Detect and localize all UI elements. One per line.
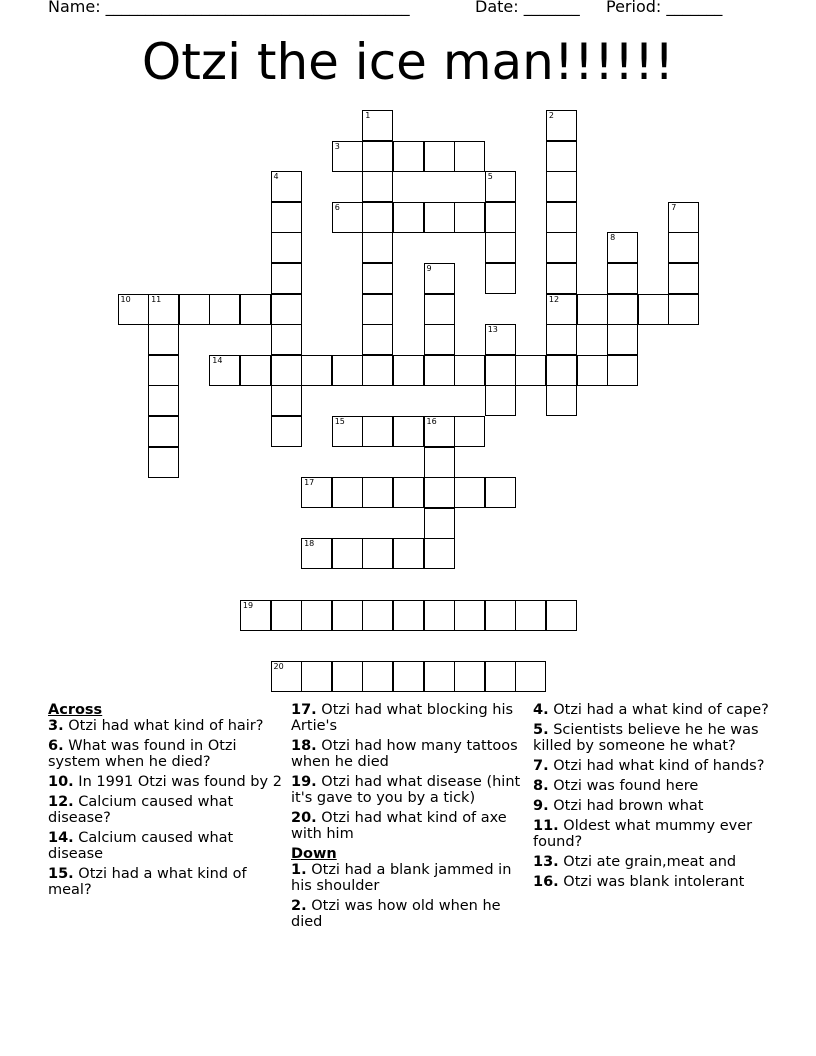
clue-number: 5 xyxy=(487,172,493,182)
clue-item-text: Otzi had what blocking his Artie's xyxy=(291,702,514,734)
clue-item-number: 17. xyxy=(291,702,317,718)
clue-item xyxy=(291,862,527,894)
grid-cell[interactable] xyxy=(668,263,699,294)
grid-cell[interactable] xyxy=(546,232,577,263)
grid-cell[interactable] xyxy=(607,324,638,355)
grid-cell[interactable] xyxy=(301,661,332,692)
grid-cell[interactable] xyxy=(546,171,577,202)
clue-item-number: 18. xyxy=(291,738,317,754)
grid-cell[interactable] xyxy=(546,600,577,631)
grid-cell[interactable] xyxy=(332,600,363,631)
grid-cell[interactable] xyxy=(546,202,577,233)
grid-cell[interactable] xyxy=(546,110,577,141)
grid-cell[interactable] xyxy=(424,477,455,508)
grid-cell[interactable] xyxy=(148,385,179,416)
grid-cell[interactable] xyxy=(485,171,516,202)
clue-item-text: Otzi had what disease (hint it's gave to you by a tick) xyxy=(291,774,521,806)
grid-cell[interactable] xyxy=(546,141,577,172)
grid-cell[interactable] xyxy=(424,538,455,569)
clue-item-text: What was found in Otzi system when he died? xyxy=(48,738,237,770)
clue-item-text: Scientists believe he he was killed by someone he what? xyxy=(533,722,759,754)
grid-cell[interactable] xyxy=(577,355,608,386)
grid-cell[interactable] xyxy=(515,661,546,692)
grid-cell[interactable] xyxy=(148,447,179,478)
grid-cell[interactable] xyxy=(546,324,577,355)
clue-number: 1 xyxy=(365,111,371,120)
grid-cell[interactable] xyxy=(607,263,638,294)
clue-item-number: 19. xyxy=(291,774,317,790)
grid-cell[interactable] xyxy=(393,538,424,569)
clue-item-text: Otzi had a blank jammed in his shoulder xyxy=(291,862,512,894)
clue-item-number: 12. xyxy=(48,794,74,810)
grid-cell[interactable] xyxy=(454,416,485,447)
grid-cell[interactable] xyxy=(240,294,271,325)
grid-cell[interactable] xyxy=(271,202,302,233)
grid-cell[interactable] xyxy=(424,202,455,233)
clue-item xyxy=(48,866,284,898)
clue-item xyxy=(291,738,527,770)
grid-cell[interactable] xyxy=(393,600,424,631)
grid-cell[interactable] xyxy=(271,416,302,447)
clue-item-text: Otzi had what kind of hair? xyxy=(63,718,264,734)
grid-cell[interactable] xyxy=(362,202,393,233)
grid-cell[interactable] xyxy=(362,661,393,692)
grid-cell[interactable] xyxy=(271,232,302,263)
grid-cell[interactable] xyxy=(362,324,393,355)
grid-cell[interactable] xyxy=(332,538,363,569)
clue-number: 10 xyxy=(120,294,131,304)
clue-item-text: Otzi was how old when he died xyxy=(291,898,501,930)
grid-cell[interactable] xyxy=(424,141,455,172)
clue-number: 20 xyxy=(273,661,284,671)
clue-item-number: 5. xyxy=(533,722,549,738)
grid-cell[interactable] xyxy=(332,202,363,233)
grid-cell[interactable] xyxy=(301,477,332,508)
grid-cell[interactable] xyxy=(393,416,424,447)
grid-cell[interactable] xyxy=(485,355,516,386)
clue-number: 9 xyxy=(426,264,432,273)
grid-cell[interactable] xyxy=(638,294,669,325)
clue-item xyxy=(48,774,284,790)
clue-item-text: Otzi was found here xyxy=(548,778,699,794)
grid-cell[interactable] xyxy=(301,600,332,631)
clue-item-text: Calcium caused what disease? xyxy=(48,794,234,826)
grid-cell[interactable] xyxy=(271,661,302,692)
grid-cell[interactable] xyxy=(271,600,302,631)
grid-cell[interactable] xyxy=(668,202,699,233)
clue-item xyxy=(533,874,769,890)
clue-item-number: 20. xyxy=(291,810,317,826)
period-field[interactable]: Period: _______ xyxy=(606,0,723,16)
grid-cell[interactable] xyxy=(393,477,424,508)
clue-item-number: 4. xyxy=(533,702,549,718)
clue-item-text: Otzi was blank intolerant xyxy=(558,874,745,890)
clues-column-2 xyxy=(291,702,527,934)
grid-cell[interactable] xyxy=(148,324,179,355)
clue-number: 6 xyxy=(334,202,340,212)
clue-item-number: 3. xyxy=(48,718,64,734)
grid-cell[interactable] xyxy=(485,232,516,263)
clue-number: 11 xyxy=(151,294,162,304)
grid-cell[interactable] xyxy=(424,263,455,294)
clue-item-text: Otzi had what kind of hands? xyxy=(548,758,765,774)
grid-cell[interactable] xyxy=(332,661,363,692)
grid-cell[interactable] xyxy=(454,355,485,386)
grid-cell[interactable] xyxy=(424,416,455,447)
grid-cell[interactable] xyxy=(271,294,302,325)
clue-item-number: 9. xyxy=(533,798,549,814)
clue-item-number: 15. xyxy=(48,866,74,882)
clue-item-text: Calcium caused what disease xyxy=(48,830,234,862)
clue-item-text: Otzi had a what kind of meal? xyxy=(48,866,247,898)
grid-cell[interactable] xyxy=(515,600,546,631)
grid-cell[interactable] xyxy=(301,538,332,569)
clue-item-number: 1. xyxy=(291,862,307,878)
grid-cell[interactable] xyxy=(362,263,393,294)
clue-item-text: In 1991 Otzi was found by 2 xyxy=(73,774,282,790)
grid-cell[interactable] xyxy=(546,355,577,386)
clue-item xyxy=(533,722,769,754)
clue-item-text: Otzi ate grain,meat and xyxy=(558,854,737,870)
grid-cell[interactable] xyxy=(546,294,577,325)
name-field[interactable]: Name: ______________________________________ xyxy=(48,0,410,16)
grid-cell[interactable] xyxy=(485,477,516,508)
clue-item-text: Otzi had what kind of axe with him xyxy=(291,810,507,842)
grid-cell[interactable] xyxy=(271,385,302,416)
grid-cell[interactable] xyxy=(424,447,455,478)
grid-cell[interactable] xyxy=(668,232,699,263)
grid-cell[interactable] xyxy=(362,477,393,508)
grid-cell[interactable] xyxy=(362,232,393,263)
grid-cell[interactable] xyxy=(362,355,393,386)
grid-cell[interactable] xyxy=(362,600,393,631)
clue-item xyxy=(48,738,284,770)
clue-item xyxy=(533,798,769,814)
clue-item-number: 10. xyxy=(48,774,74,790)
grid-cell[interactable] xyxy=(577,294,608,325)
clue-item-text: Otzi had brown what xyxy=(548,798,704,814)
clue-item-number: 16. xyxy=(533,874,559,890)
grid-cell[interactable] xyxy=(271,355,302,386)
grid-cell[interactable] xyxy=(424,324,455,355)
clue-section-heading: Down xyxy=(291,846,337,862)
clue-item xyxy=(291,774,527,806)
grid-cell[interactable] xyxy=(332,141,363,172)
grid-cell[interactable] xyxy=(485,263,516,294)
clue-number: 18 xyxy=(304,539,315,549)
clue-item xyxy=(533,778,769,794)
grid-cell[interactable] xyxy=(393,141,424,172)
grid-cell[interactable] xyxy=(271,171,302,202)
grid-cell[interactable] xyxy=(362,171,393,202)
grid-cell[interactable] xyxy=(393,202,424,233)
clue-item-text: Oldest what mummy ever found? xyxy=(533,818,753,850)
grid-cell[interactable] xyxy=(332,477,363,508)
grid-cell[interactable] xyxy=(362,141,393,172)
clue-item xyxy=(291,702,527,734)
grid-cell[interactable] xyxy=(424,355,455,386)
clue-item-number: 11. xyxy=(533,818,559,834)
clue-item xyxy=(533,758,769,774)
grid-cell[interactable] xyxy=(424,294,455,325)
grid-cell[interactable] xyxy=(668,294,699,325)
clue-number: 8 xyxy=(610,233,616,243)
clue-number: 12 xyxy=(548,294,560,304)
grid-cell[interactable] xyxy=(148,294,179,325)
clues-column-3 xyxy=(533,702,769,894)
clue-number: 17 xyxy=(304,478,315,488)
grid-cell[interactable] xyxy=(485,661,516,692)
grid-cell[interactable] xyxy=(271,263,302,294)
grid-cell[interactable] xyxy=(393,355,424,386)
clue-item-text: Otzi had a what kind of cape? xyxy=(548,702,769,718)
grid-cell[interactable] xyxy=(148,355,179,386)
grid-cell[interactable] xyxy=(485,202,516,233)
grid-cell[interactable] xyxy=(332,355,363,386)
grid-cell[interactable] xyxy=(332,416,363,447)
grid-cell[interactable] xyxy=(362,416,393,447)
clue-item-text: Otzi had how many tattoos when he died xyxy=(291,738,518,770)
clue-item xyxy=(48,718,284,734)
grid-cell[interactable] xyxy=(454,202,485,233)
clue-item xyxy=(533,818,769,850)
grid-cell[interactable] xyxy=(393,661,424,692)
date-field[interactable]: Date: _______ xyxy=(475,0,580,16)
grid-cell[interactable] xyxy=(362,110,393,141)
grid-cell[interactable] xyxy=(240,355,271,386)
clue-number: 16 xyxy=(426,417,437,426)
clue-number: 19 xyxy=(242,600,254,610)
clue-item xyxy=(291,898,527,930)
grid-cell[interactable] xyxy=(424,661,455,692)
grid-cell[interactable] xyxy=(209,355,240,386)
clue-number: 3 xyxy=(334,141,340,151)
grid-cell[interactable] xyxy=(607,355,638,386)
grid-cell[interactable] xyxy=(454,600,485,631)
clue-item xyxy=(48,794,284,826)
grid-cell[interactable] xyxy=(362,538,393,569)
clue-section-heading: Across xyxy=(48,702,103,718)
grid-cell[interactable] xyxy=(454,477,485,508)
grid-cell[interactable] xyxy=(485,324,516,355)
grid-cell[interactable] xyxy=(362,294,393,325)
clue-item-number: 7. xyxy=(533,758,549,774)
clue-number: 15 xyxy=(334,417,345,426)
grid-cell[interactable] xyxy=(546,263,577,294)
clue-item xyxy=(48,830,284,862)
clue-item-number: 13. xyxy=(533,854,559,870)
grid-cell[interactable] xyxy=(546,385,577,416)
grid-cell[interactable] xyxy=(301,355,332,386)
grid-cell[interactable] xyxy=(118,294,149,325)
clue-number: 2 xyxy=(548,111,554,120)
grid-cell[interactable] xyxy=(454,141,485,172)
grid-cell[interactable] xyxy=(454,661,485,692)
clues-column-1 xyxy=(48,702,284,902)
grid-cell[interactable] xyxy=(179,294,210,325)
page-title: Otzi the ice man!!!!!! xyxy=(141,33,675,91)
clue-item-number: 6. xyxy=(48,738,64,754)
clue-number: 4 xyxy=(273,172,279,182)
clue-item xyxy=(291,810,527,842)
grid-cell[interactable] xyxy=(485,600,516,631)
grid-cell[interactable] xyxy=(240,600,271,631)
clue-item-number: 2. xyxy=(291,898,307,914)
clue-item xyxy=(533,702,769,718)
grid-cell[interactable] xyxy=(148,416,179,447)
grid-cell[interactable] xyxy=(424,508,455,539)
clue-item xyxy=(533,854,769,870)
grid-cell[interactable] xyxy=(607,232,638,263)
grid-cell[interactable] xyxy=(209,294,240,325)
clue-number: 13 xyxy=(487,325,498,335)
clue-number: 7 xyxy=(671,202,677,212)
grid-cell[interactable] xyxy=(485,385,516,416)
grid-cell[interactable] xyxy=(424,600,455,631)
grid-cell[interactable] xyxy=(271,324,302,355)
grid-cell[interactable] xyxy=(515,355,546,386)
clue-item-number: 14. xyxy=(48,830,74,846)
grid-cell[interactable] xyxy=(607,294,638,325)
clue-number: 14 xyxy=(212,355,223,365)
clue-item-number: 8. xyxy=(533,778,549,794)
